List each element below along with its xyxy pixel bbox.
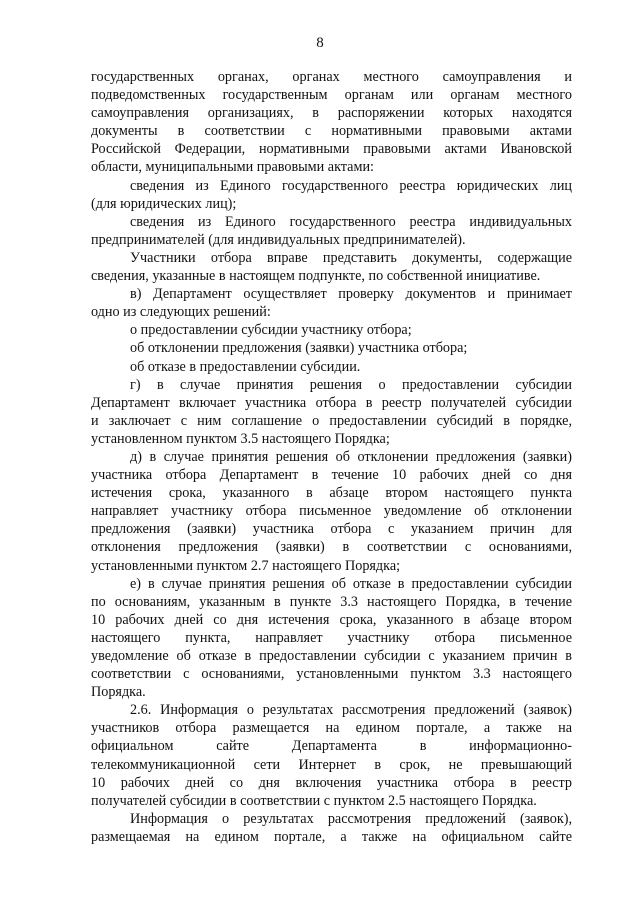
text-line: истечения срока, указанного в абзаце втором настоящего пункта bbox=[91, 485, 572, 502]
text-line: Российской Федерации, нормативными правовыми актами Ивановской bbox=[91, 141, 572, 158]
text-line: в) Департамент осуществляет проверку документов и принимает bbox=[130, 286, 572, 303]
text-line: 10 рабочих дней со дня истечения срока, указанного в абзаце втором bbox=[91, 611, 572, 628]
text-line: и заключает с ним соглашение о предоставлении субсидий в порядке, bbox=[91, 412, 572, 429]
text-line: настоящего пункта, направляет участнику отбора письменное bbox=[91, 629, 572, 646]
text-line: государственных органах, органах местного самоуправления и bbox=[91, 69, 572, 85]
text-line: Департамент включает участника отбора в реестр получателей субсидии bbox=[91, 394, 572, 411]
text-line: е) в случае принятия решения об отказе в предоставлении субсидии bbox=[130, 575, 572, 592]
text-line: г) в случае принятия решения о предоставлении субсидии bbox=[130, 376, 572, 393]
text-line: установленном пунктом 3.5 настоящего Порядка; bbox=[91, 430, 390, 447]
text-line: документы в соответствии с нормативными правовыми актами bbox=[91, 123, 572, 140]
text-line: (для юридических лиц); bbox=[91, 195, 237, 212]
text-line: размещаемая на едином портале, а также на официальном сайте bbox=[91, 828, 572, 845]
text-line: подведомственных государственным органам или органам местного bbox=[91, 87, 572, 104]
text-line: направляет участнику отбора письменное уведомление об отклонении bbox=[91, 503, 572, 520]
text-line: установленными пунктом 2.7 настоящего Порядка; bbox=[91, 557, 401, 574]
text-line: отклонения предложения (заявки) в соответствии с основаниями, bbox=[91, 539, 572, 556]
text-line: телекоммуникационной сети Интернет в срок, не превышающий bbox=[91, 756, 572, 773]
text-line: 2.6. Информация о результатах рассмотрения предложений (заявок) bbox=[130, 702, 572, 719]
text-line: участников отбора размещается на едином портале, а также на bbox=[91, 720, 572, 737]
text-line: одно из следующих решений: bbox=[91, 304, 271, 321]
text-line: о предоставлении субсидии участнику отбора; bbox=[130, 322, 412, 339]
text-line: уведомление об отказе в предоставлении субсидии с указанием причин в bbox=[91, 648, 572, 664]
text-line: самоуправления организациях, в распоряжении которых находятся bbox=[91, 105, 572, 122]
text-line: сведения из Единого государственного реестра юридических лиц bbox=[130, 177, 572, 194]
text-line: д) в случае принятия решения об отклонении предложения (заявки) bbox=[130, 448, 572, 465]
text-line: сведения из Единого государственного реестра индивидуальных bbox=[130, 213, 572, 230]
text-line: 10 рабочих дней со дня включения участника отбора в реестр bbox=[91, 774, 572, 791]
text-line: Участники отбора вправе представить документы, содержащие bbox=[130, 249, 572, 266]
text-line: по основаниям, указанным в пункте 3.3 настоящего Порядка, в течение bbox=[91, 593, 572, 610]
text-line: официальном сайте Департамента в информационно- bbox=[91, 738, 572, 755]
document-body bbox=[91, 68, 572, 846]
text-line: предложения (заявки) участника отбора с указанием причин для bbox=[91, 521, 572, 538]
text-line: Информация о результатах рассмотрения предложений (заявок), bbox=[130, 810, 572, 827]
text-line: предпринимателей (для индивидуальных предпринимателей). bbox=[91, 231, 466, 248]
text-line: Порядка. bbox=[91, 684, 146, 701]
text-line: об отклонении предложения (заявки) участника отбора; bbox=[130, 340, 468, 357]
text-line: соответствии с основаниями, установленными пунктом 3.3 настоящего bbox=[91, 666, 572, 683]
text-line: получателей субсидии в соответствии с пунктом 2.5 настоящего Порядка. bbox=[91, 792, 537, 809]
text-line: участника отбора Департамент в течение 10 рабочих дней со дня bbox=[91, 467, 572, 484]
page-number: 8 bbox=[316, 35, 324, 51]
text-line: сведения, указанные в настоящем подпункте, по собственной инициативе. bbox=[91, 268, 541, 285]
text-line: об отказе в предоставлении субсидии. bbox=[130, 358, 361, 375]
text-line: области, муниципальными правовыми актами: bbox=[91, 159, 374, 176]
